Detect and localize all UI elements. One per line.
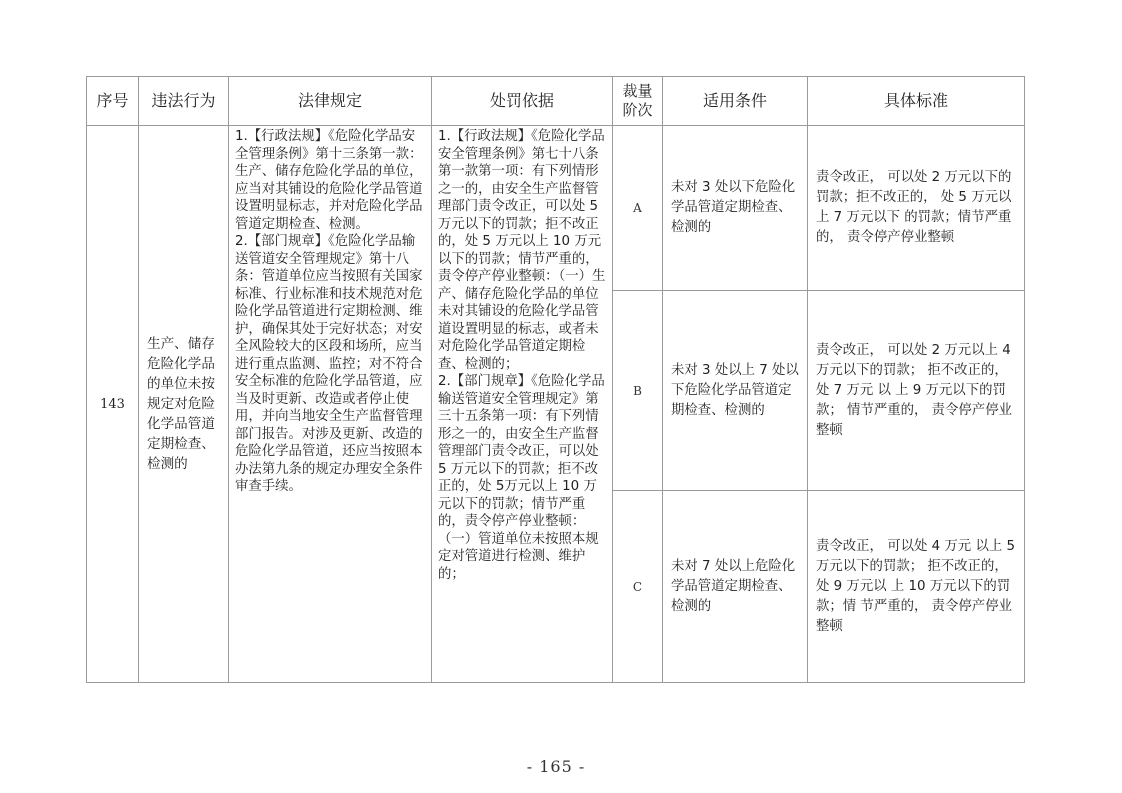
grade-b: B (613, 291, 663, 491)
legal-clause-2: 2.【部门规章】《危险化学品输送管道安全管理规定》第十八条：管道单位应当按照有关国家标准、行业标准和技术规范对危险化学品管道进行定期检测、维护，确保其处于完好状态；对安全风险较大的区段和场所，应当进行重点监测、监控；对不符合安全标准的危险化学品管道，应当及时更新、改造或者停止使用，并向当地安全生产监督管理部门报告。对涉及更新、改造的危险化学品管道，还应当按照本办法第九条的规定办理安全条件审查手续。 (235, 234, 423, 494)
condition-b: 未对 3 处以上 7 处以下危险化学品管道定期检查、检测的 (663, 291, 808, 491)
header-legal: 法律规定 (229, 77, 432, 126)
penalty-clause-2: 2.【部门规章】《危险化学品输送管道安全管理规定》第三十五条第一项：有下列情形之一的，由安全生产监督管理部门责令改正，可以处 5 万元以下的罚款；拒不改正的，处 5万元以上 10 万元以下的罚款；情节严重的，责令停产停业整顿：（一）管道单位未按照本规定对管道进行检测、维护的； (438, 374, 605, 582)
standard-c: 责令改正， 可以处 4 万元 以上 5 万元以下的罚款； 拒不改正的， 处 9 万元以 上 10 万元以下的罚款；情 节严重的， 责令停产停业整顿 (808, 491, 1025, 683)
header-seq: 序号 (87, 77, 139, 126)
violation-cell: 生产、储存危险化学品的单位未按规定对危险化学品管道定期检查、检测的 (139, 126, 229, 683)
condition-c: 未对 7 处以上危险化学品管道定期检查、检测的 (663, 491, 808, 683)
penalty-clause-1: 1.【行政法规】《危险化学品安全管理条例》第七十八条第一款第一项：有下列情形之一的，由安全生产监督管理部门责令改正，可以处 5 万元以下的罚款；拒不改正的，处 5 万元以上 10 万元以下的罚款；情节严重的，责令停产停业整顿：（一）生产、储存危险化学品的单位未对其铺设的危险化学品管道设置明显的标志，或者未对危险化学品管道定期检查、检测的； (438, 129, 606, 372)
header-condition: 适用条件 (663, 77, 808, 126)
header-grade: 裁量阶次 (613, 77, 663, 126)
penalty-standard-table (86, 76, 1025, 683)
standard-a: 责令改正， 可以处 2 万元以下的罚款；拒不改正的， 处 5 万元以上 7 万元以下 的罚款；情节严重的， 责令停产停业整顿 (808, 126, 1025, 291)
header-row (87, 77, 1025, 126)
header-violation: 违法行为 (139, 77, 229, 126)
legal-basis-cell (229, 126, 432, 683)
page-number: - 165 - (526, 757, 586, 776)
grade-a: A (613, 126, 663, 291)
penalty-basis-cell (432, 126, 613, 683)
condition-a: 未对 3 处以下危险化学品管道定期检查、检测的 (663, 126, 808, 291)
table-row (87, 126, 1025, 291)
header-standard: 具体标准 (808, 77, 1025, 126)
grade-c: C (613, 491, 663, 683)
legal-clause-1: 1.【行政法规】《危险化学品安全管理条例》第十三条第一款：生产、储存危险化学品的单位，应当对其铺设的危险化学品管道设置明显标志，并对危险化学品管道定期检查、检测。 (235, 129, 423, 232)
seq-cell: 143 (87, 126, 139, 683)
header-penalty: 处罚依据 (432, 77, 613, 126)
standard-b: 责令改正， 可以处 2 万元以上 4 万元以下的罚款； 拒不改正的， 处 7 万元 以 上 9 万元以下的罚款； 情节严重的， 责令停产停业整顿 (808, 291, 1025, 491)
